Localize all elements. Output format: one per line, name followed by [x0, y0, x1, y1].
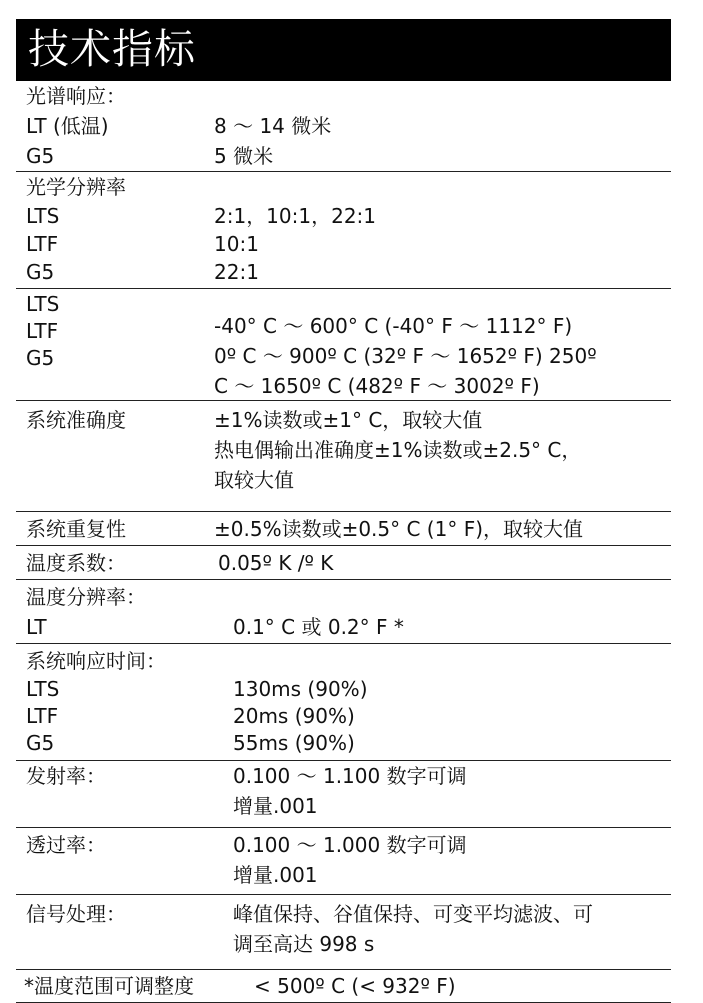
spec-value: 0.100 ～ 1.100 数字可调 增量.001 [233, 764, 467, 818]
spec-label: 系统响应时间： LTS LTF G5 [26, 649, 166, 755]
spec-value: 8 ～ 14 微米 5 微米 [214, 114, 332, 168]
spec-label: LTS LTF G5 [26, 292, 60, 370]
spec-label: 系统准确度 [26, 408, 126, 432]
spec-row-transmissivity [16, 828, 671, 895]
spec-label: 透过率： [26, 833, 106, 857]
spec-value: 0.100 ～ 1.000 数字可调 增量.001 [233, 833, 467, 887]
spec-row-temperature-resolution [16, 580, 671, 644]
spec-value: -40° C ～ 600° C (-40° F ～ 1112° F) 0º C ～ 900º C (32º F ～ 1652º F) 250º C ～ 1650º C (482º F ～ 3002º F) [214, 314, 597, 398]
spec-row-emissivity [16, 761, 671, 828]
spec-value: ±1%读数或±1° C，取较大值 热电偶输出准确度±1%读数或±2.5° C， 取较大值 [214, 408, 582, 492]
spec-row-temperature-range [16, 289, 671, 401]
spec-row-optical-resolution [16, 172, 671, 289]
spec-value: 0.05º K /º K [218, 551, 334, 575]
spec-label: 发射率： [26, 764, 106, 788]
spec-label: 系统重复性 [26, 517, 126, 541]
spec-row-response-time [16, 644, 671, 761]
footnote-row [16, 970, 671, 1003]
spec-row-signal-processing [16, 895, 671, 970]
spec-row-spectral-response [16, 81, 671, 172]
title-bar [16, 19, 671, 81]
spec-value: 0.1° C 或 0.2° F * [233, 615, 404, 639]
spec-label: 光学分辨率 LTS LTF G5 [26, 175, 126, 284]
spec-row-temperature-coefficient [16, 546, 671, 580]
spec-value: 峰值保持、谷值保持、可变平均滤波、可 调至高达 998 s [233, 902, 593, 956]
spec-row-system-accuracy [16, 401, 671, 512]
footnote-label: *温度范围可调整度 [24, 974, 194, 998]
spec-table [16, 81, 671, 1003]
spec-label: 光谱响应： LT (低温) G5 [26, 84, 126, 168]
footnote-value: < 500º C (< 932º F) [254, 974, 456, 998]
spec-value: 2:1，10:1，22:1 10:1 22:1 [214, 204, 377, 284]
spec-label: 温度系数： [26, 551, 126, 575]
page-title: 技术指标 [28, 25, 196, 73]
spec-label: 信号处理： [26, 902, 126, 926]
spec-label: 温度分辨率： LT [26, 585, 146, 639]
spec-value: ±0.5%读数或±0.5° C (1° F)，取较大值 [214, 517, 584, 541]
spec-row-repeatability [16, 512, 671, 546]
spec-value: 130ms (90%) 20ms (90%) 55ms (90%) [233, 677, 368, 755]
